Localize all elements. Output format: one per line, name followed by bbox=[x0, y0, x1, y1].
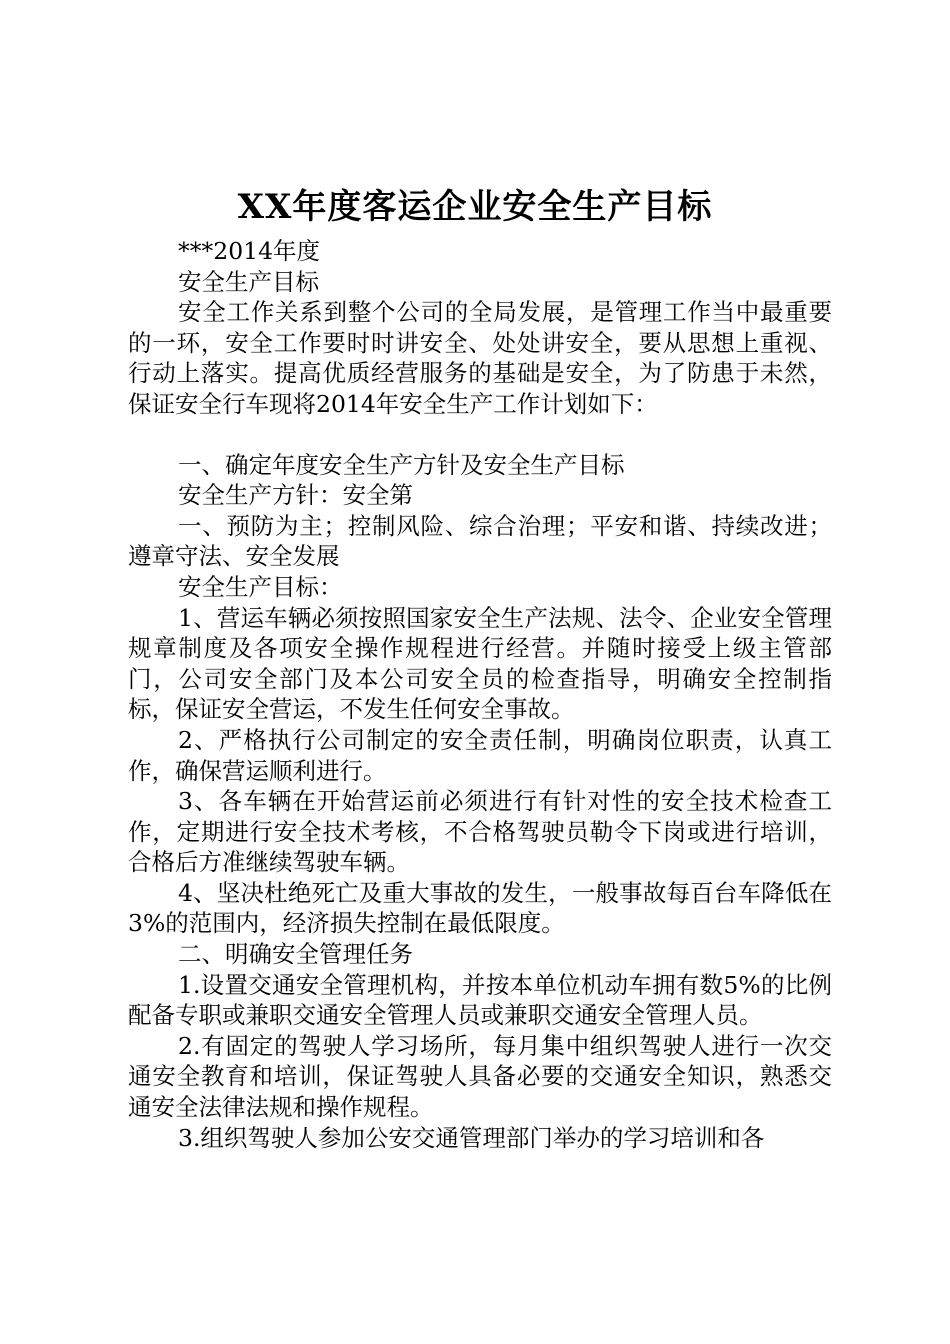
paragraph-goals-label: 安全生产目标： bbox=[178, 572, 343, 601]
paragraph-goal-3: 3、各车辆在开始营运前必须进行有针对性的安全技术检查工作，定期进行安全技术考核，不合格驾驶员勒令下岗或进行培训，合格后方准继续驾驶车辆。 bbox=[128, 787, 832, 877]
paragraph-goal-4: 4、坚决杜绝死亡及重大事故的发生，一般事故每百台车降低在3%的范围内，经济损失控制在最低限度。 bbox=[128, 878, 832, 938]
paragraph-task-3: 3.组织驾驶人参加公安交通管理部门举办的学习培训和各 bbox=[178, 1123, 765, 1152]
document-title: XX年度客运企业安全生产目标 bbox=[237, 187, 713, 227]
section-heading-2: 二、明确安全管理任务 bbox=[178, 940, 413, 969]
paragraph-policy: 安全生产方针：安全第 bbox=[178, 481, 413, 510]
paragraph-policy-continued: 一、预防为主；控制风险、综合治理；平安和谐、持续改进；遵章守法、安全发展 bbox=[128, 511, 832, 571]
paragraph-intro: 安全工作关系到整个公司的全局发展，是管理工作当中最重要的一环，安全工作要时时讲安全、处处讲安全，要从思想上重视、行动上落实。提高优质经营服务的基础是安全，为了防患于未然，保证安全行车现将2014年安全生产工作计划如下： bbox=[128, 298, 832, 418]
paragraph-goal-1: 1、营运车辆必须按照国家安全生产法规、法令、企业安全管理规章制度及各项安全操作规程进行经营。并随时接受上级主管部门，公司安全部门及本公司安全员的检查指导，明确安全控制指标，保证安全营运，不发生任何安全事故。 bbox=[128, 603, 832, 724]
document-body bbox=[128, 236, 832, 1153]
paragraph-task-1: 1.设置交通安全管理机构，并按本单位机动车拥有数5%的比例配备专职或兼职交通安全管理人员或兼职交通安全管理人员。 bbox=[128, 970, 832, 1030]
section-heading-1: 一、确定年度安全生产方针及安全生产目标 bbox=[178, 450, 625, 479]
paragraph-subtitle: 安全生产目标 bbox=[178, 267, 319, 296]
paragraph-year: ***2014年度 bbox=[178, 237, 321, 265]
paragraph-goal-2: 2、严格执行公司制定的安全责任制，明确岗位职责，认真工作，确保营运顺利进行。 bbox=[128, 725, 832, 785]
paragraph-task-2: 2.有固定的驾驶人学习场所，每月集中组织驾驶人进行一次交通安全教育和培训，保证驾驶人具备必要的交通安全知识，熟悉交通安全法律法规和操作规程。 bbox=[128, 1031, 832, 1122]
